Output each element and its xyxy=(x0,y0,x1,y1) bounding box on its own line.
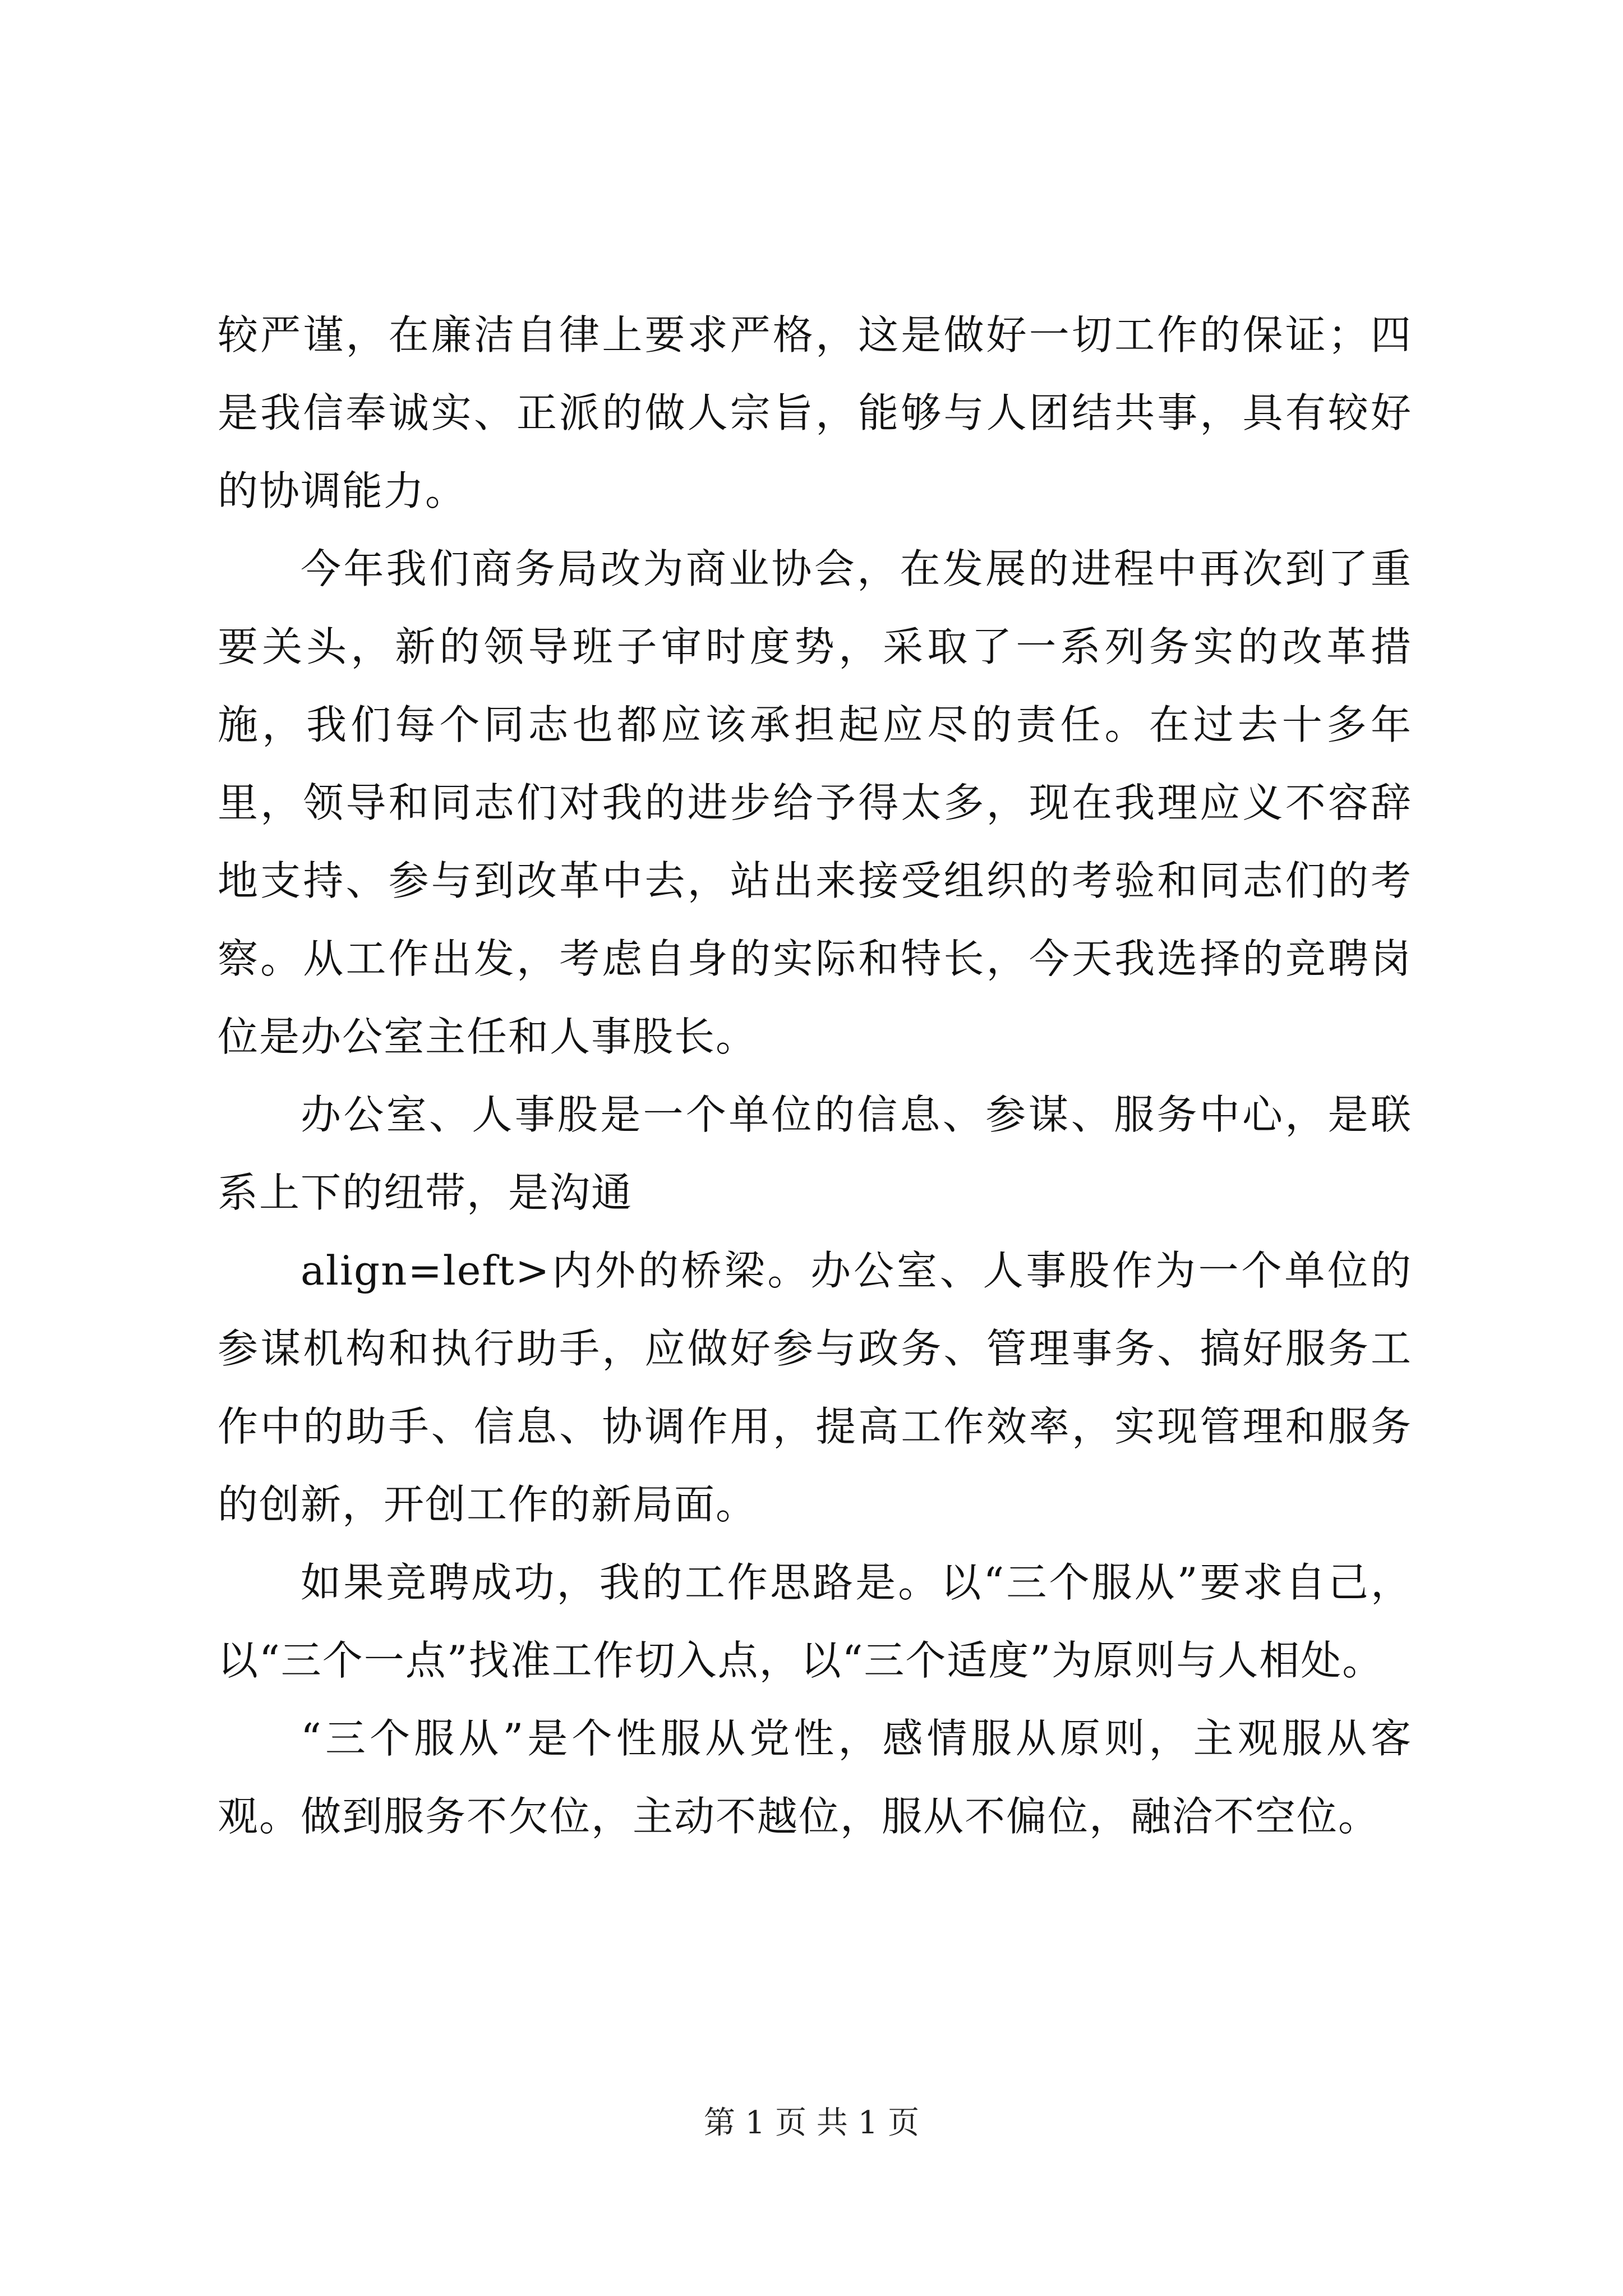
paragraph-work-plan: 如果竞聘成功，我的工作思路是。以“三个服从”要求自己，以“三个一点”找准工作切入点，以“三个适度”为原则与人相处。 xyxy=(218,1559,1412,1684)
paragraph-three-obediences: “三个服从”是个性服从党性，感情服从原则，主观服从客观。做到服务不欠位，主动不越位，服从不偏位，融洽不空位。 xyxy=(218,1715,1412,1840)
paragraph-continuation: 较严谨，在廉洁自律上要求严格，这是做好一切工作的保证；四是我信奉诚实、正派的做人宗旨，能够与人团结共事，具有较好的协调能力。 xyxy=(218,311,1412,514)
paragraph-office-bridge: align=left>内外的桥梁。办公室、人事股作为一个单位的参谋机构和执行助手，应做好参与政务、管理事务、搞好服务工作中的助手、信息、协调作用，提高工作效率，实现管理和服务的创新，开创工作的新局面。 xyxy=(218,1247,1412,1528)
paragraph-office-role: 办公室、人事股是一个单位的信息、参谋、服务中心，是联系上下的纽带，是沟通 xyxy=(218,1091,1412,1216)
paragraph-reform-background: 今年我们商务局改为商业协会，在发展的进程中再次到了重要关头，新的领导班子审时度势，采取了一系列务实的改革措施，我们每个同志也都应该承担起应尽的责任。在过去十多年里，领导和同志们对我的进步给予得太多，现在我理应义不容辞地支持、参与到改革中去，站出来接受组织的考验和同志们的考察。从工作出发，考虑自身的实际和特长，今天我选择的竞聘岗位是办公室主任和人事股长。 xyxy=(218,545,1412,1060)
document-body xyxy=(218,296,1412,1856)
page-number: 第 1 页 共 1 页 xyxy=(703,2105,920,2141)
